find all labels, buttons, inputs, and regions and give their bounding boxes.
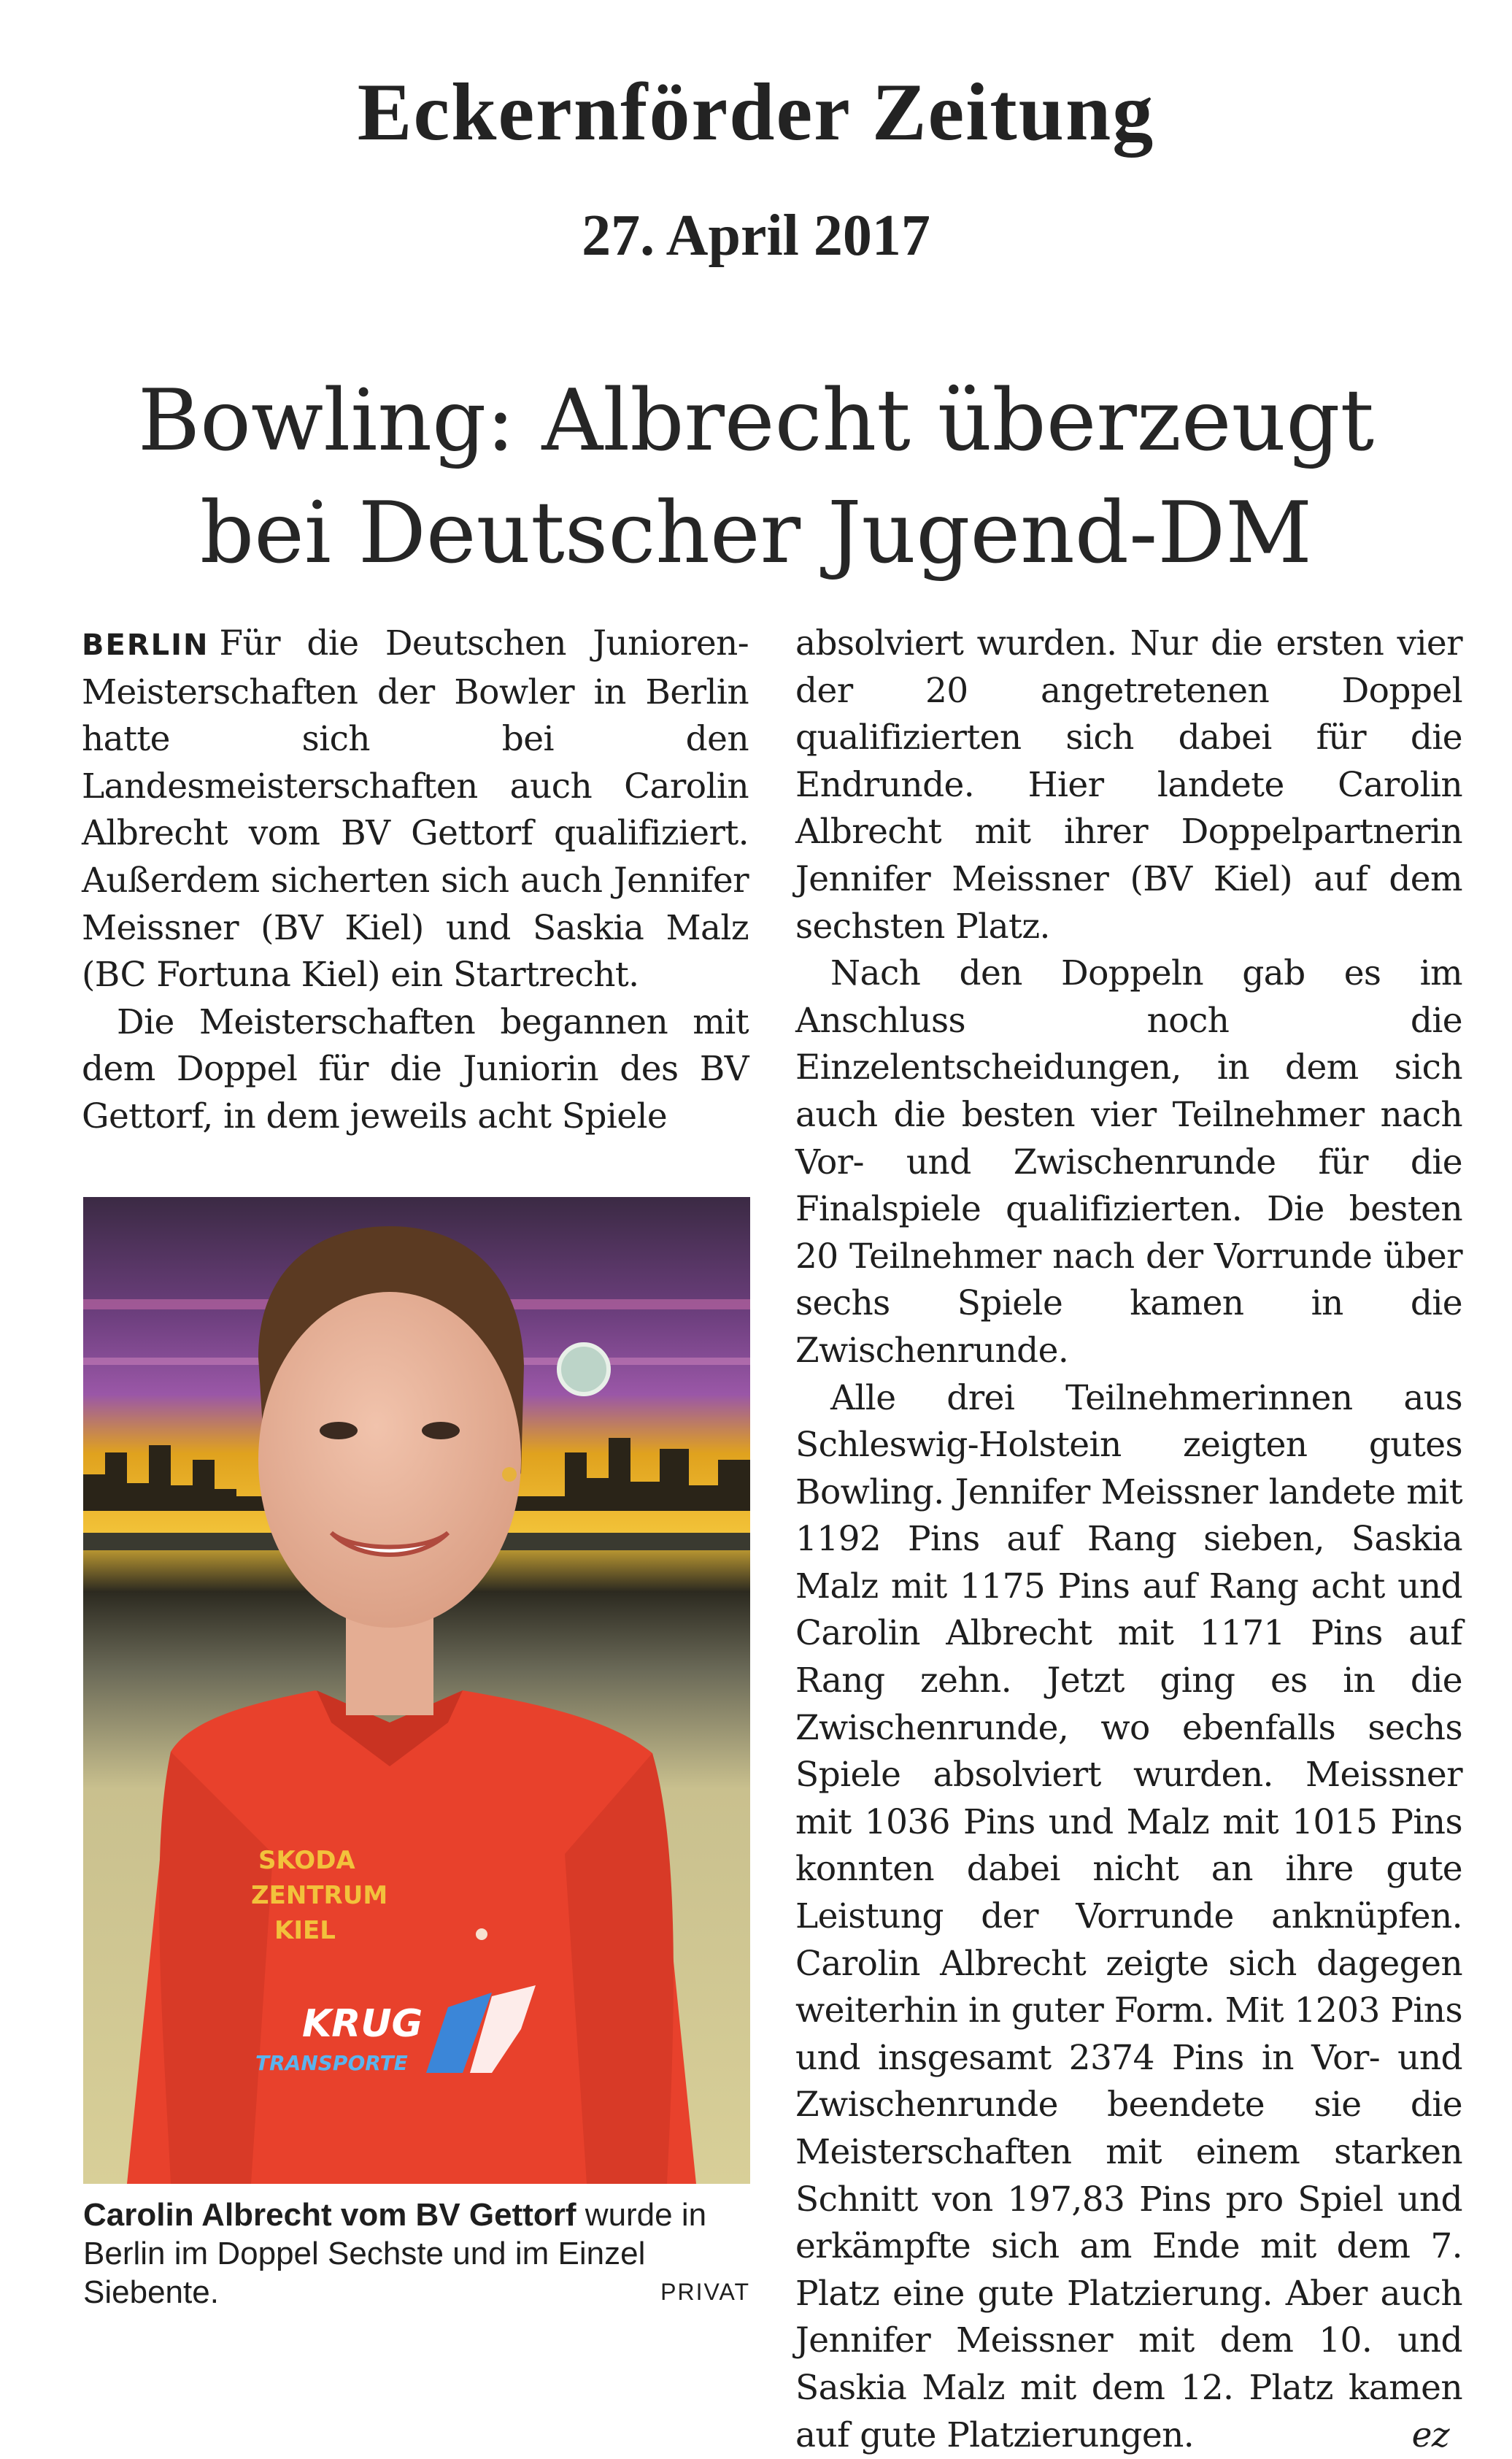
publication-date: 27. April 2017 [0, 203, 1512, 269]
caption-text: wurde in Berlin im Doppel Sechste und im Einzel Siebente. [83, 2197, 706, 2310]
article-dateline: BERLIN [82, 628, 209, 662]
shirt-text-zentrum: ZENTRUM [251, 1881, 387, 1910]
article-paragraph: Die Meisterschaften begannen mit dem Doppel für die Juniorin des BV Gettorf, in dem jeweils acht Spiele [82, 999, 749, 1141]
caption-name: Carolin Albrecht vom BV Gettorf [83, 2197, 576, 2233]
article-column-1 [82, 620, 749, 1141]
shirt-logo-transporte: TRANSPORTE [255, 2051, 408, 2075]
photo-caption [83, 2196, 750, 2312]
newspaper-masthead: Eckernförder Zeitung [0, 66, 1512, 160]
article-paragraph [82, 620, 749, 999]
headline-line-1: Bowling: Albrecht überzeugt [109, 365, 1403, 477]
article-paragraph: absolviert wurden. Nur die ersten vier der 20 angetretenen Doppel qualifizierten sich dabei für die Endrunde. Hier landete Carolin Albrecht mit ihrer Doppelpartnerin Jennifer Meissner (BV Kiel) auf dem sechsten Platz. [795, 620, 1462, 950]
headline-line-2: bei Deutscher Jugend-DM [109, 477, 1403, 590]
shirt-text-skoda: SKODA [258, 1846, 355, 1875]
article-paragraph [795, 1375, 1462, 2459]
paragraph-text: Alle drei Teilnehmerinnen aus Schleswig-Holstein zeigten gutes Bowling. Jennifer Meissner landete mit 1192 Pins auf Rang sieben, Saskia Malz mit 1175 Pins auf Rang acht und Carolin Albrecht mit 1171 Pins auf Rang zehn. Jetzt ging es in die Zwischenrunde, wo ebenfalls sechs Spiele absolviert wurden. Meissner mit 1036 Pins und Malz mit 1015 Pins konnten dabei nicht an ihre gute Leistung der Vorrunde anknüpfen. Carolin Albrecht zeigte sich dagegen weiterhin in guter Form. Mit 1203 Pins und insgesamt 2374 Pins in Vor- und Zwischenrunde beendete sie die Meisterschaften mit einem starken Schnitt von 197,83 Pins pro Spiel und erkämpfte sich am Ende mit dem 7. Platz eine gute Platzierung. Aber auch Jennifer Meissner mit dem 10. und Saskia Malz mit dem 12. Platz kamen auf gute Platzierungen. [795, 1378, 1462, 2455]
shirt-text-kiel: KIEL [274, 1916, 336, 1945]
article-paragraph: Nach den Doppeln gab es im Anschluss noch die Einzelentscheidungen, in dem sich auch die besten vier Teilnehmer nach Vor- und Zwischenrunde für die Finalspiele qualifizierten. Die besten 20 Teilnehmer nach der Vorrunde über sechs Spiele kamen in die Zwischenrunde. [795, 950, 1462, 1374]
article-headline [109, 365, 1403, 590]
article-photo [83, 1197, 750, 2184]
author-signature: ez [1377, 2412, 1449, 2459]
article-column-2 [795, 620, 1462, 2459]
shirt-logo-krug: KRUG [302, 2002, 423, 2046]
photo-credit: PRIVAT [660, 2273, 750, 2312]
paragraph-text: Für die Deutschen Junioren-Meisterschaften der Bowler in Berlin hatte sich bei den Landesmeisterschaften auch Carolin Albrecht vom BV Gettorf qualifiziert. Außerdem sicherten sich auch Jennifer Meissner (BV Kiel) und Saskia Malz (BC Fortuna Kiel) ein Startrecht. [82, 623, 749, 995]
